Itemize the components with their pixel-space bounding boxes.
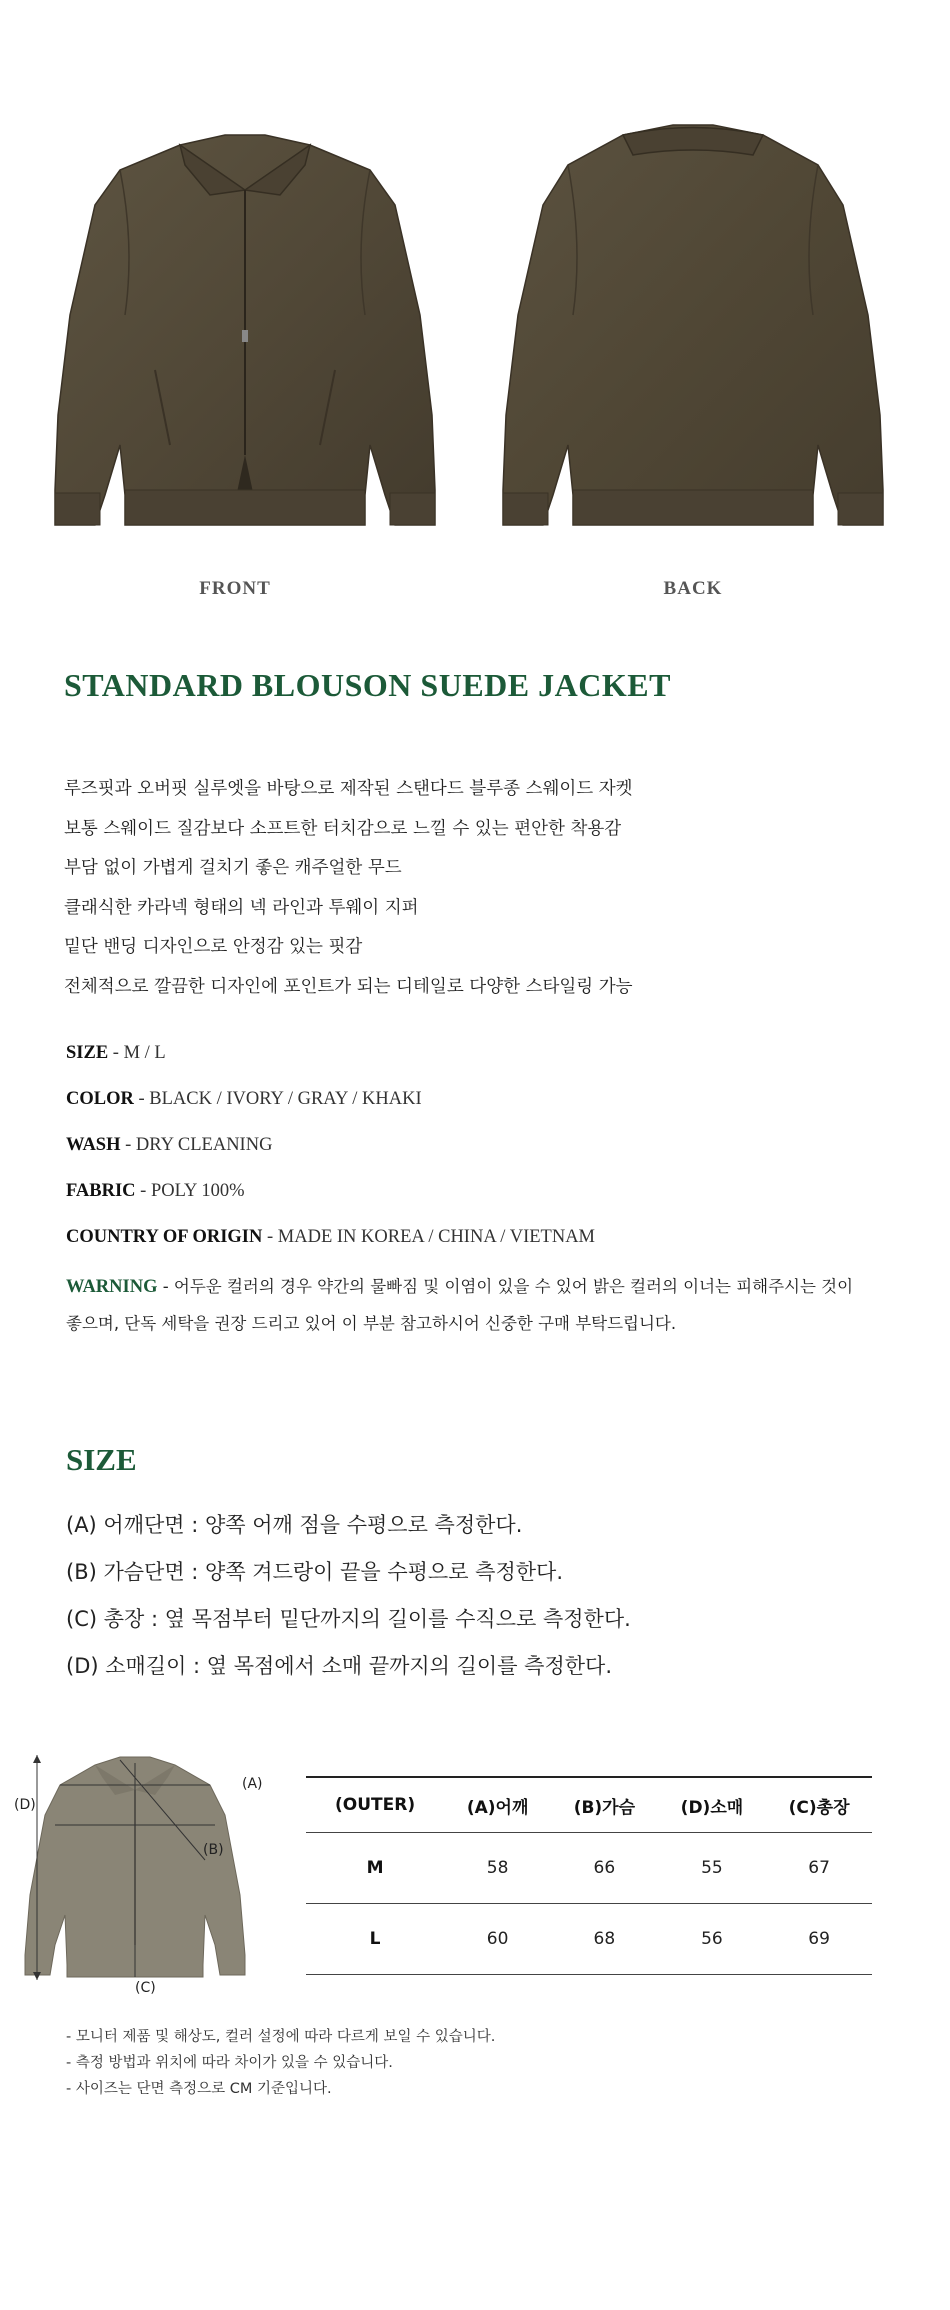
size-guide-item: (B) 가슴단면 : 양쪽 겨드랑이 끝을 수평으로 측정한다. [66, 1560, 563, 1584]
jacket-back-image [488, 115, 898, 560]
front-label: FRONT [199, 578, 271, 599]
size-guide-item: (A) 어깨단면 : 양쪽 어깨 점을 수평으로 측정한다. [66, 1513, 523, 1537]
spec-color-key: COLOR [66, 1089, 134, 1109]
size-table-header: (C)총장 [766, 1777, 872, 1833]
spec-wash-value: - DRY CLEANING [120, 1135, 273, 1155]
diagram-label-b: (B) [203, 1842, 224, 1858]
back-label: BACK [663, 578, 723, 599]
size-table-cell: M [306, 1833, 444, 1904]
spec-warning [66, 1273, 853, 1298]
spec-origin-key: COUNTRY OF ORIGIN [66, 1227, 263, 1247]
product-description [64, 770, 633, 1007]
size-table [306, 1776, 872, 1975]
size-table-cell: 60 [444, 1904, 551, 1975]
size-note: - 사이즈는 단면 측정으로 CM 기준입니다. [66, 2081, 332, 2097]
size-diagram [10, 1745, 280, 2005]
size-guide [66, 1502, 631, 1690]
diagram-label-c: (C) [135, 1980, 156, 1996]
spec-origin-value: - MADE IN KOREA / CHINA / VIETNAM [262, 1227, 596, 1247]
size-table-cell: 67 [766, 1833, 872, 1904]
diagram-label-a: (A) [242, 1776, 263, 1792]
size-table-header: (A)어깨 [444, 1777, 551, 1833]
spec-size-key: SIZE [66, 1043, 109, 1063]
size-table-cell: 58 [444, 1833, 551, 1904]
spec-warning-key: WARNING [66, 1277, 158, 1297]
size-guide-item: (C) 총장 : 옆 목점부터 밑단까지의 길이를 수직으로 측정한다. [66, 1607, 631, 1631]
jacket-front-image [40, 115, 450, 560]
size-table-header: (B)가슴 [551, 1777, 658, 1833]
spec-fabric-key: FABRIC [66, 1181, 136, 1201]
table-row [306, 1904, 872, 1975]
size-table-cell: 55 [658, 1833, 767, 1904]
spec-wash [66, 1135, 272, 1156]
size-heading: SIZE [66, 1442, 137, 1477]
size-table-cell: 56 [658, 1904, 767, 1975]
spec-fabric-value: - POLY 100% [135, 1181, 245, 1201]
spec-size-value: - M / L [108, 1043, 166, 1063]
spec-color-value: - BLACK / IVORY / GRAY / KHAKI [133, 1089, 422, 1109]
description-line: 클래식한 카라넥 형태의 넥 라인과 투웨이 지퍼 [64, 897, 419, 918]
spec-fabric [66, 1181, 245, 1202]
spec-size [66, 1043, 166, 1064]
size-note: - 측정 방법과 위치에 따라 차이가 있을 수 있습니다. [66, 2055, 393, 2071]
description-line: 밑단 밴딩 디자인으로 안정감 있는 핏감 [64, 937, 363, 957]
size-table-cell: 68 [551, 1904, 658, 1975]
spec-warning-text-2: 좋으며, 단독 세탁을 권장 드리고 있어 이 부분 참고하시어 신중한 구매 부탁드립니다. [66, 1314, 677, 1333]
size-table-cell: 69 [766, 1904, 872, 1975]
spec-color [66, 1089, 422, 1110]
size-table-header: (OUTER) [306, 1777, 444, 1833]
description-line: 부담 없이 가볍게 걸치기 좋은 캐주얼한 무드 [64, 858, 402, 878]
description-line: 루즈핏과 오버핏 실루엣을 바탕으로 제작된 스탠다드 블루종 스웨이드 자켓 [64, 779, 633, 799]
size-table-cell: L [306, 1904, 444, 1975]
description-line: 보통 스웨이드 질감보다 소프트한 터치감으로 느낄 수 있는 편안한 착용감 [64, 818, 622, 839]
size-table-cell: 66 [551, 1833, 658, 1904]
spec-warning-text: - 어두운 컬러의 경우 약간의 물빠짐 및 이염이 있을 수 있어 밝은 컬러의 이너는 피해주시는 것이 [157, 1277, 854, 1296]
size-note: - 모니터 제품 및 해상도, 컬러 설정에 따라 다르게 보일 수 있습니다. [66, 2029, 496, 2045]
product-title: STANDARD BLOUSON SUEDE JACKET [64, 667, 671, 703]
diagram-label-d: (D) [14, 1797, 36, 1813]
size-guide-item: (D) 소매길이 : 옆 목점에서 소매 끝까지의 길이를 측정한다. [66, 1654, 612, 1678]
size-table-header: (D)소매 [658, 1777, 767, 1833]
spec-wash-key: WASH [66, 1135, 121, 1155]
description-line: 전체적으로 깔끔한 디자인에 포인트가 되는 디테일로 다양한 스타일링 가능 [64, 976, 633, 997]
size-table-header-row [306, 1777, 872, 1833]
spec-origin [66, 1227, 595, 1248]
table-row [306, 1833, 872, 1904]
size-notes [66, 2024, 495, 2102]
